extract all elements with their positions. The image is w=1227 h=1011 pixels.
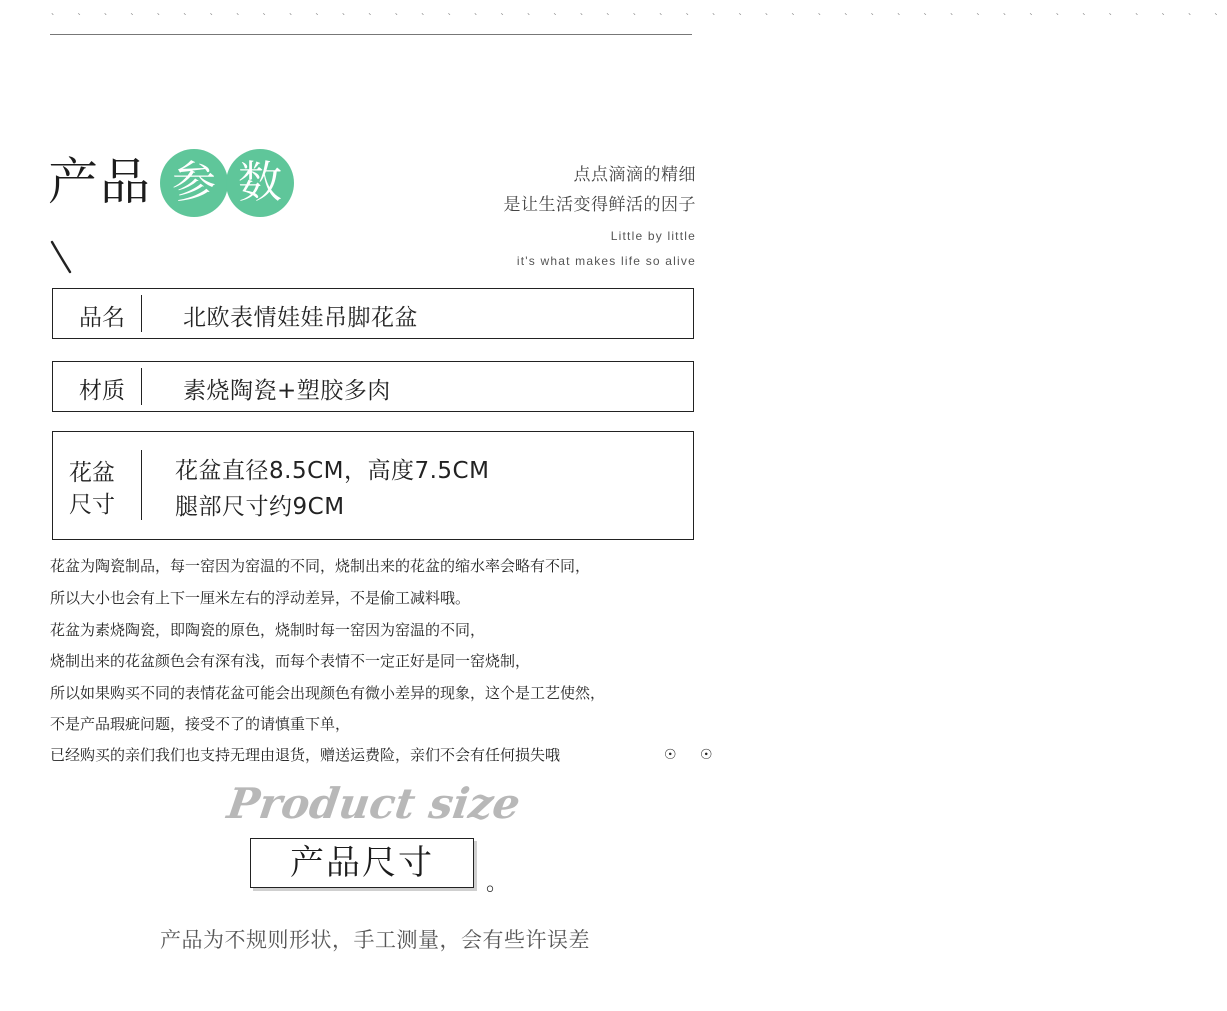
note-line: 已经购买的亲们我们也支持无理由退货，赠送运费险，亲们不会有任何损失哦 [50, 746, 561, 764]
note-line: 不是产品瑕疵问题，接受不了的请慎重下单， [50, 715, 351, 733]
footer-note: 产品为不规则形状，手工测量，会有些许误差 [160, 928, 590, 952]
param-separator [141, 295, 142, 332]
product-size-title: 产品尺寸 [290, 843, 434, 883]
slogan-cn-line-2: 是让生活变得鲜活的因子 [503, 195, 696, 215]
param-row-material [52, 361, 694, 412]
param-row-size [52, 431, 694, 540]
param-label-line-1: 花盆 [69, 460, 115, 486]
product-size-script-heading [224, 774, 530, 834]
title-circle-2: 数 [226, 149, 294, 217]
note-line: 花盆为陶瓷制品，每一窑因为窑温的不同，烧制出来的花盆的缩水率会略有不同， [50, 557, 591, 575]
param-value-line-1: 花盆直径8.5CM，高度7.5CM [175, 458, 490, 484]
param-label: 材质 [79, 378, 125, 404]
param-value-line-2: 腿部尺寸约9CM [175, 494, 345, 520]
param-value: 素烧陶瓷+塑胶多肉 [183, 378, 391, 404]
param-label-line-2: 尺寸 [69, 492, 115, 518]
param-separator [141, 368, 142, 405]
slogan-en-line-1: Little by little [610, 229, 696, 243]
top-divider [50, 34, 692, 35]
slogan-en-line-2: it's what makes life so alive [516, 254, 696, 268]
note-line: 花盆为素烧陶瓷，即陶瓷的原色，烧制时每一窑因为窑温的不同， [50, 621, 486, 639]
note-line: 烧制出来的花盆颜色会有深有浅，而每个表情不一定正好是同一窑烧制， [50, 652, 531, 670]
title-circle-1: 参 [160, 149, 228, 217]
decorative-stroke-icon [48, 240, 76, 274]
smile-emoji-icon: ☉ [700, 747, 713, 763]
param-separator [141, 450, 142, 520]
decorative-dash-row: ` ` ` ` ` ` ` ` ` ` ` ` ` ` ` ` ` ` ` ` ` ` ` ` ` ` ` ` ` ` ` ` ` ` ` ` ` ` ` ` ` ` ` ` ` [50, 13, 1227, 24]
param-value: 北欧表情娃娃吊脚花盆 [183, 305, 418, 331]
product-size-script-text: Product size [224, 778, 523, 828]
slogan-cn-line-1: 点点滴滴的精细 [573, 165, 696, 185]
product-size-period: 。 [486, 871, 509, 896]
smile-emoji-icon: ☉ [664, 747, 677, 763]
param-label: 品名 [79, 305, 125, 331]
section-title: 产品 [48, 153, 152, 211]
param-row-name [52, 288, 694, 339]
product-size-box [250, 838, 474, 888]
note-line: 所以大小也会有上下一厘米左右的浮动差异，不是偷工减料哦。 [50, 589, 471, 607]
note-line: 所以如果购买不同的表情花盆可能会出现颜色有微小差异的现象，这个是工艺使然， [50, 684, 606, 702]
